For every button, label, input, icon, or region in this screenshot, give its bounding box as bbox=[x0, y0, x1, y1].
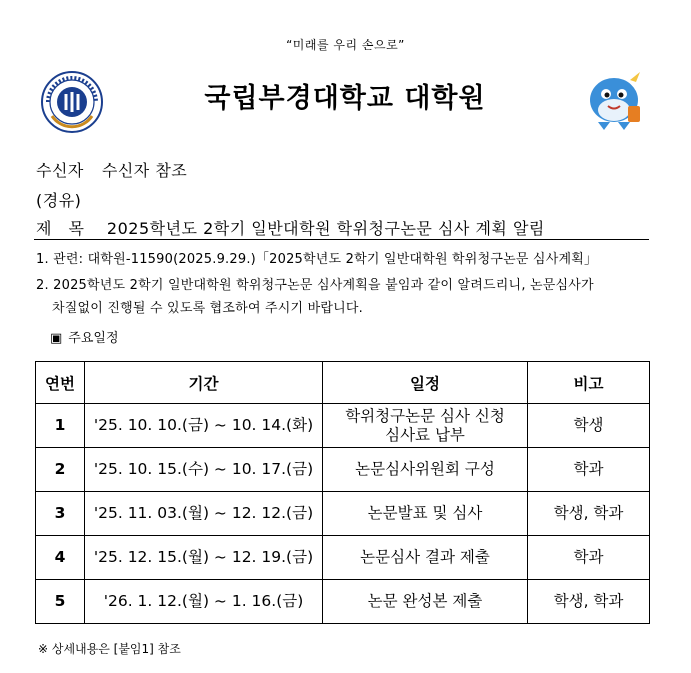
body-item-2-line-1: 2. 2025학년도 2학기 일반대학원 학위청구논문 심사계획을 붙임과 같이 알려드리니, 논문심사가 bbox=[36, 278, 594, 293]
page-title: 국립부경대학교 대학원 bbox=[204, 83, 486, 114]
recipient-value: 수신자 참조 bbox=[101, 161, 188, 180]
schedule-table bbox=[35, 361, 650, 624]
body-item-2-line-2: 차질없이 진행될 수 있도록 협조하여 주시기 바랍니다. bbox=[52, 301, 364, 316]
row-event: 논문 완성본 제출 bbox=[323, 580, 528, 624]
recipient-row bbox=[36, 158, 187, 181]
square-bullet-icon: ▣ bbox=[50, 331, 63, 346]
table-row bbox=[36, 536, 650, 580]
row-period: '25. 12. 15.(월) ~ 12. 19.(금) bbox=[85, 536, 323, 580]
row-event: 논문발표 및 심사 bbox=[323, 492, 528, 536]
schedule-label: 주요일정 bbox=[68, 331, 119, 346]
column-header: 비고 bbox=[528, 362, 650, 404]
column-header: 일정 bbox=[323, 362, 528, 404]
body-item-1: 1. 관련: 대학원-11590(2025.9.29.)「2025학년도 2학기 일반대학원 학위청구논문 심사계획」 bbox=[36, 252, 598, 267]
row-note: 학생, 학과 bbox=[528, 492, 650, 536]
row-number: 3 bbox=[36, 492, 85, 536]
row-note: 학과 bbox=[528, 448, 650, 492]
row-note: 학생 bbox=[528, 404, 650, 448]
row-period: '25. 10. 15.(수) ~ 10. 17.(금) bbox=[85, 448, 323, 492]
table-row bbox=[36, 404, 650, 448]
table-row bbox=[36, 580, 650, 624]
row-number: 2 bbox=[36, 448, 85, 492]
recipient-key: 수신자 bbox=[36, 161, 84, 180]
row-note: 학생, 학과 bbox=[528, 580, 650, 624]
table-header-row bbox=[36, 362, 650, 404]
row-event-line-2: 심사료 납부 bbox=[385, 425, 465, 444]
subject-divider bbox=[34, 239, 649, 240]
row-period: '25. 10. 10.(금) ~ 10. 14.(화) bbox=[85, 404, 323, 448]
row-number: 4 bbox=[36, 536, 85, 580]
row-event bbox=[323, 404, 528, 448]
row-event-line-1: 학위청구논문 심사 신청 bbox=[345, 406, 505, 425]
row-note: 학과 bbox=[528, 536, 650, 580]
body-item-2 bbox=[36, 274, 656, 320]
subject-key: 제목 bbox=[36, 219, 101, 238]
row-period: '25. 11. 03.(월) ~ 12. 12.(금) bbox=[85, 492, 323, 536]
subject-row bbox=[36, 216, 545, 239]
university-seal-icon bbox=[40, 70, 104, 134]
row-period: '26. 1. 12.(월) ~ 1. 16.(금) bbox=[85, 580, 323, 624]
row-number: 5 bbox=[36, 580, 85, 624]
whale-mascot-icon bbox=[584, 66, 648, 132]
via-row: (경유) bbox=[36, 191, 82, 210]
row-number: 1 bbox=[36, 404, 85, 448]
table-row bbox=[36, 448, 650, 492]
subject-value: 2025학년도 2학기 일반대학원 학위청구논문 심사 계획 알림 bbox=[106, 219, 545, 238]
table-row bbox=[36, 492, 650, 536]
column-header: 기간 bbox=[85, 362, 323, 404]
footnote: ※ 상세내용은 [붙임1] 참조 bbox=[38, 642, 181, 656]
schedule-heading bbox=[50, 327, 119, 346]
row-event: 논문심사위원회 구성 bbox=[323, 448, 528, 492]
row-event: 논문심사 결과 제출 bbox=[323, 536, 528, 580]
motto: “미래를 우리 손으로” bbox=[286, 38, 405, 52]
column-header: 연번 bbox=[36, 362, 85, 404]
